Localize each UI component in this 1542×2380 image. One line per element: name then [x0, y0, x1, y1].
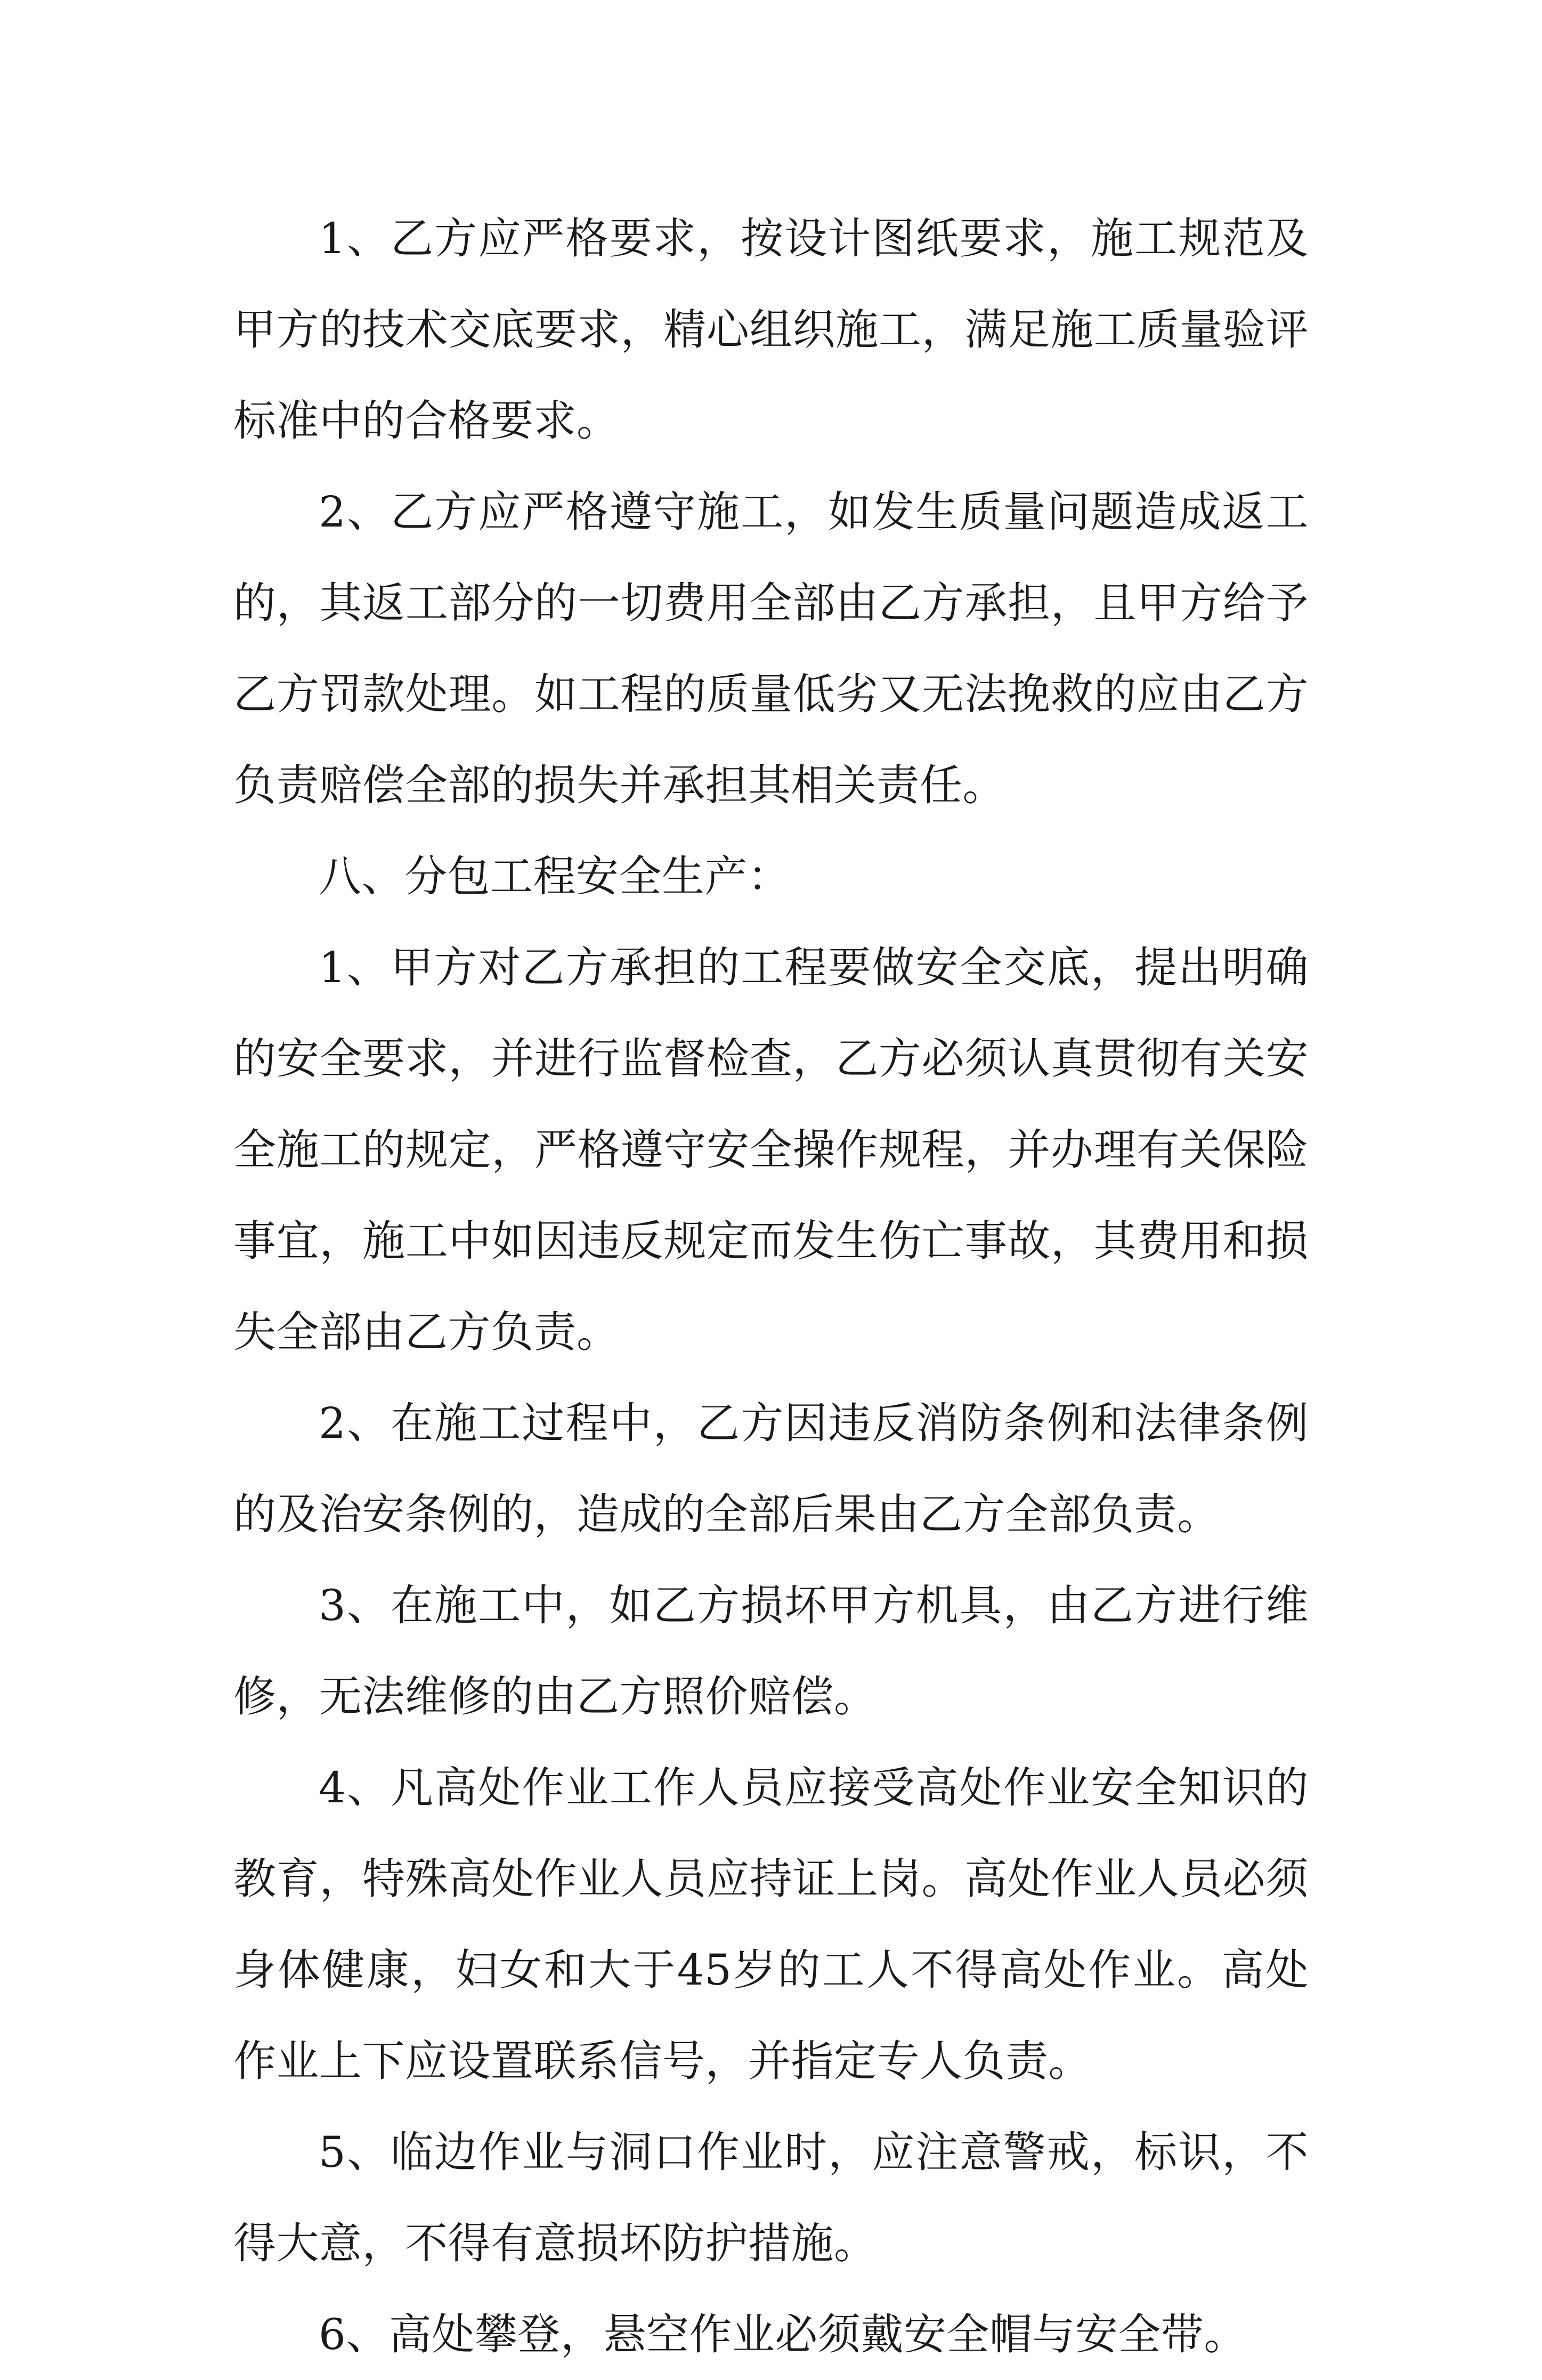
section-8-heading: 八、分包工程安全生产： [319, 852, 791, 901]
clause-7-1-paragraph: 1、乙方应严格要求，按设计图纸要求，施工规范及甲方的技术交底要求，精心组织施工，满足施工质量验评标准中的合格要求。 [233, 214, 1309, 446]
clause-8-4-paragraph: 4、凡高处作业工作人员应接受高处作业安全知识的教育，特殊高处作业人员应持证上岗。高处作业人员必须身体健康，妇女和大于45岁的工人不得高处作业。高处作业上下应设置联系信号，并指定专人负责。 [233, 1763, 1309, 2086]
clause-8-2-paragraph: 2、在施工过程中，乙方因违反消防条例和法律条例的及治安条例的，造成的全部后果由乙方全部负责。 [233, 1398, 1309, 1539]
clause-8-3-paragraph: 3、在施工中，如乙方损坏甲方机具，由乙方进行维修，无法维修的由乙方照价赔偿。 [233, 1581, 1309, 1721]
clause-7-2-paragraph: 2、乙方应严格遵守施工，如发生质量问题造成返工的，其返工部分的一切费用全部由乙方承担，且甲方给予乙方罚款处理。如工程的质量低劣又无法挽救的应由乙方负责赔偿全部的损失并承担其相关责任。 [233, 487, 1309, 810]
document-body [233, 193, 1309, 2380]
clause-8-1-paragraph: 1、甲方对乙方承担的工程要做安全交底，提出明确的安全要求，并进行监督检查，乙方必须认真贯彻有关安全施工的规定，严格遵守安全操作规程，并办理有关保险事宜，施工中如因违反规定而发生伤亡事故，其费用和损失全部由乙方负责。 [233, 943, 1309, 1357]
clause-8-5-paragraph: 5、临边作业与洞口作业时，应注意警戒，标识，不得大意，不得有意损坏防护措施。 [233, 2127, 1309, 2268]
clause-8-6-paragraph: 6、高处攀登，悬空作业必须戴安全帽与安全带。 [319, 2310, 1247, 2359]
